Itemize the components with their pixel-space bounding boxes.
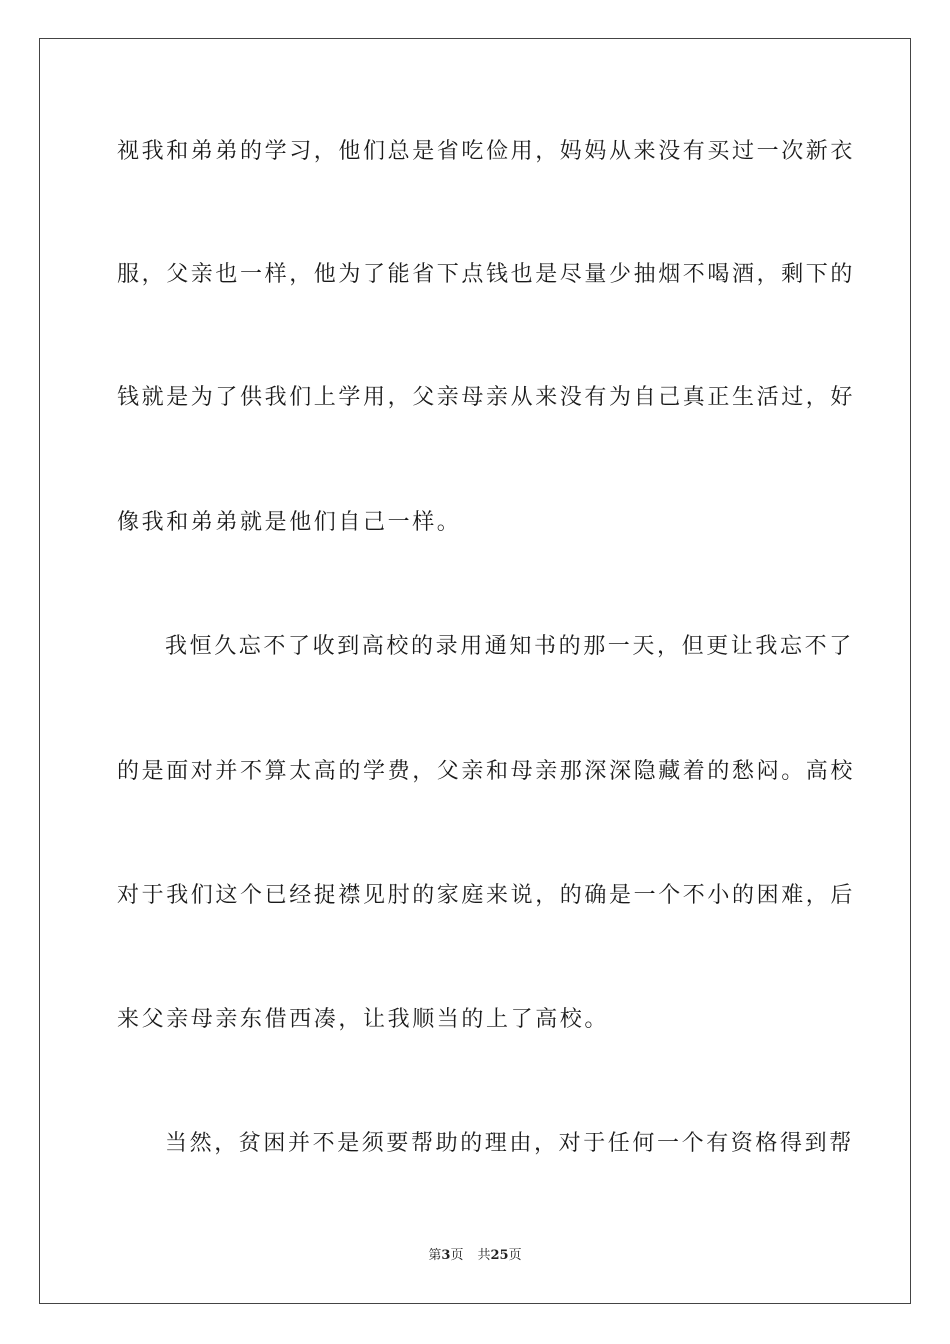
text-line-3: 钱就是为了供我们上学用，父亲母亲从来没有为自己真正生活过，好 [117,385,856,410]
text-line-8: 来父亲母亲东借西凑，让我顺当的上了高校。 [117,1007,610,1032]
page-suffix: 页 [450,1248,464,1263]
text-line-5: 我恒久忘不了收到高校的录用通知书的那一天，但更让我忘不了 [165,634,854,659]
page-total: 25 [490,1248,509,1263]
total-prefix: 共 [477,1248,491,1263]
text-line-6: 的是面对并不算太高的学费，父亲和母亲那深深隐藏着的愁闷。高校 [117,759,856,784]
text-line-9: 当然，贫困并不是须要帮助的理由，对于任何一个有资格得到帮 [165,1131,854,1156]
text-line-7: 对于我们这个已经捉襟见肘的家庭来说，的确是一个不小的困难，后 [117,883,856,908]
page-footer [0,1247,950,1265]
text-line-4: 像我和弟弟就是他们自己一样。 [117,510,462,535]
total-suffix: 页 [508,1248,522,1263]
text-line-2: 服，父亲也一样，他为了能省下点钱也是尽量少抽烟不喝酒，剩下的 [117,262,856,287]
page-prefix: 第 [428,1248,442,1263]
page-current: 3 [441,1248,451,1263]
text-line-1: 视我和弟弟的学习，他们总是省吃俭用，妈妈从来没有买过一次新衣 [117,139,856,164]
page-border [39,38,911,1304]
